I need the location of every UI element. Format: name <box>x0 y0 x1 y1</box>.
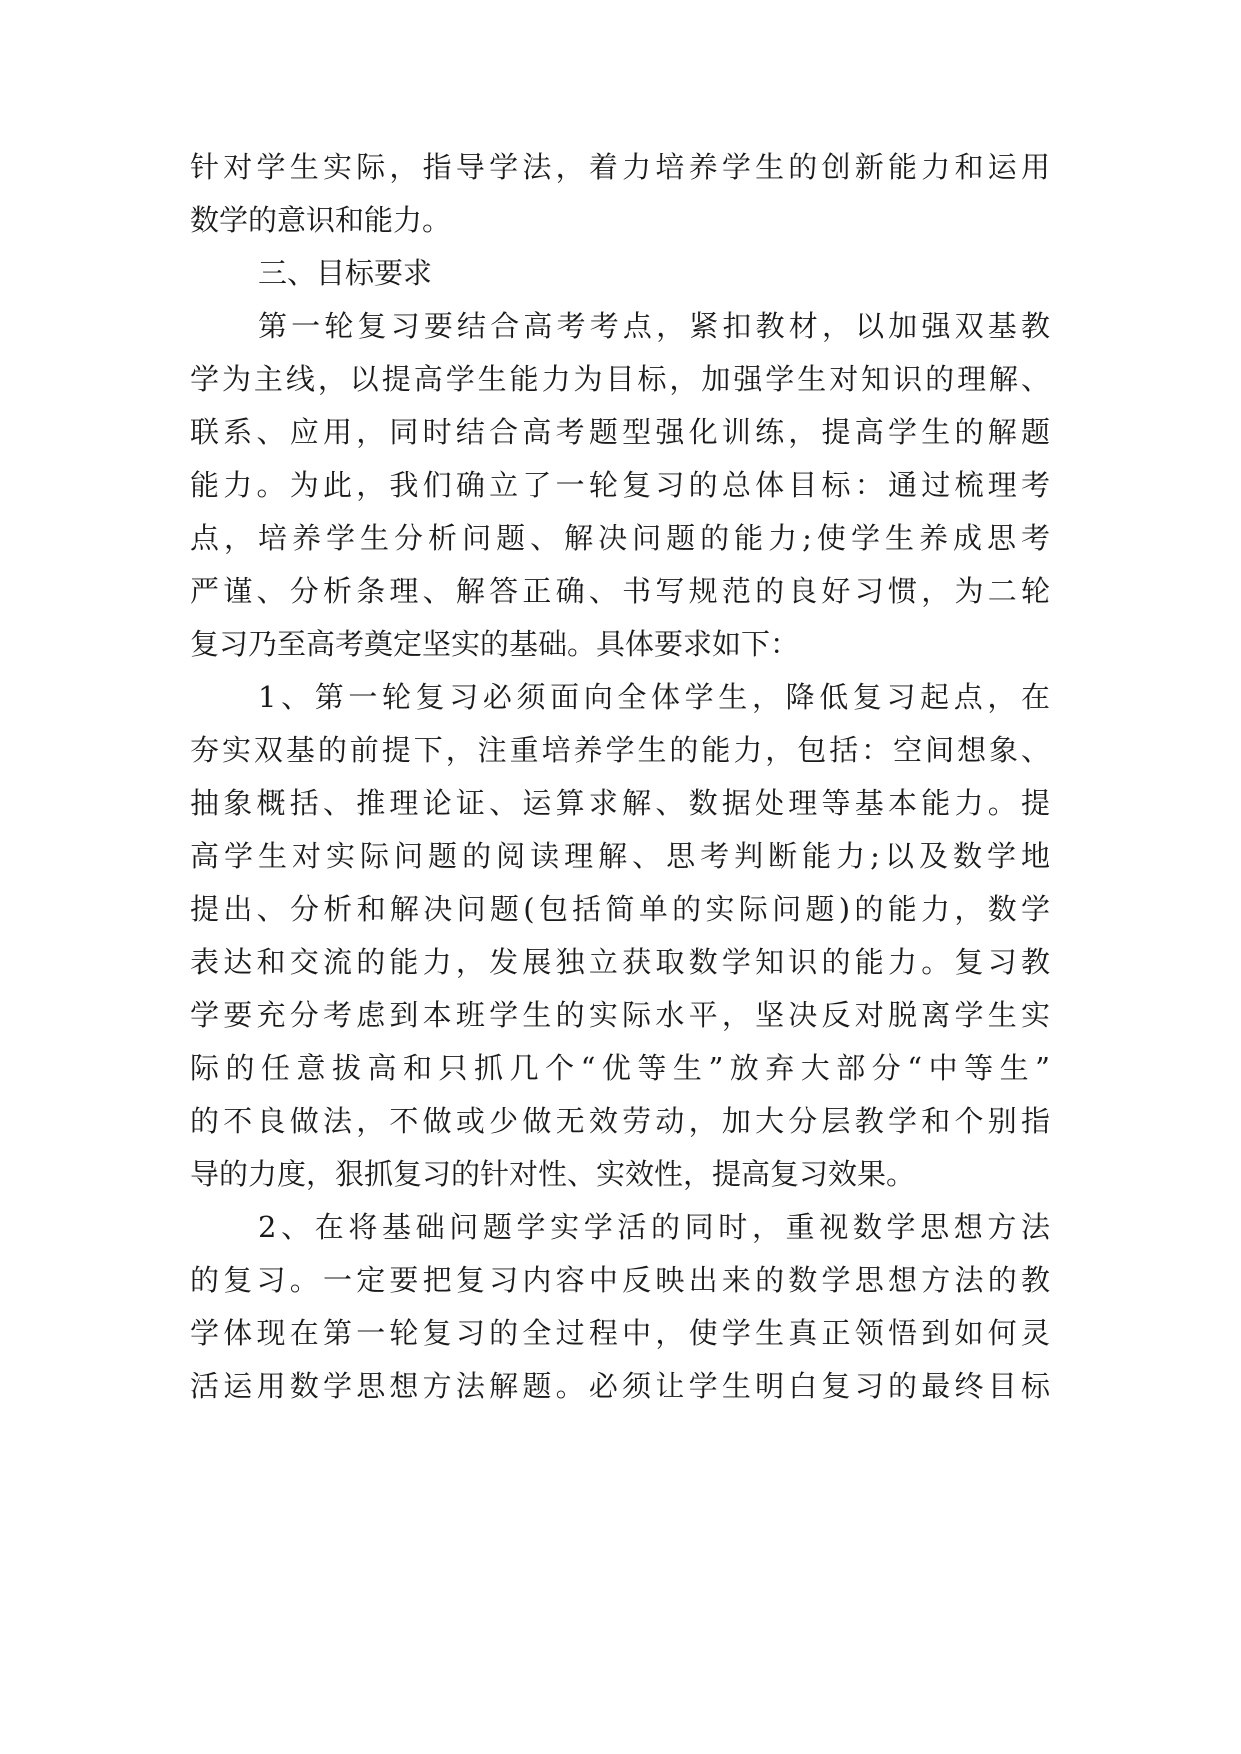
text-line: 能力。为此，我们确立了一轮复习的总体目标：通过梳理考 <box>190 468 1050 502</box>
text-line: 的不良做法，不做或少做无效劳动，加大分层教学和个别指 <box>190 1104 1050 1138</box>
text-line: 1、第一轮复习必须面向全体学生，降低复习起点，在 <box>258 680 1050 714</box>
text-line: 活运用数学思想方法解题。必须让学生明白复习的最终目标 <box>190 1369 1050 1403</box>
text-line: 点，培养学生分析问题、解决问题的能力;使学生养成思考 <box>190 521 1050 555</box>
text-line: 针对学生实际，指导学法，着力培养学生的创新能力和运用 <box>190 150 1050 184</box>
text-line: 夯实双基的前提下，注重培养学生的能力，包括：空间想象、 <box>190 733 1050 767</box>
text-line: 第一轮复习要结合高考考点，紧扣教材，以加强双基教 <box>258 309 1050 343</box>
text-line: 2、在将基础问题学实学活的同时，重视数学思想方法 <box>258 1210 1050 1244</box>
section-heading: 三、目标要求 <box>258 256 433 290</box>
text-line: 的复习。一定要把复习内容中反映出来的数学思想方法的教 <box>190 1263 1050 1297</box>
text-line: 抽象概括、推理论证、运算求解、数据处理等基本能力。提 <box>190 786 1050 820</box>
text-line: 联系、应用，同时结合高考题型强化训练，提高学生的解题 <box>190 415 1050 449</box>
text-line: 学为主线，以提高学生能力为目标，加强学生对知识的理解、 <box>190 362 1050 396</box>
text-line: 复习乃至高考奠定坚实的基础。具体要求如下： <box>190 627 800 661</box>
text-line: 高学生对实际问题的阅读理解、思考判断能力;以及数学地 <box>190 839 1050 873</box>
text-line: 严谨、分析条理、解答正确、书写规范的良好习惯，为二轮 <box>190 574 1050 608</box>
text-line: 际的任意拔高和只抓几个“优等生”放弃大部分“中等生” <box>190 1051 1050 1085</box>
text-line: 学体现在第一轮复习的全过程中，使学生真正领悟到如何灵 <box>190 1316 1050 1350</box>
text-line: 学要充分考虑到本班学生的实际水平，坚决反对脱离学生实 <box>190 998 1050 1032</box>
text-line: 导的力度，狠抓复习的针对性、实效性，提高复习效果。 <box>190 1157 916 1191</box>
text-line: 数学的意识和能力。 <box>190 203 452 237</box>
text-line: 提出、分析和解决问题(包括简单的实际问题)的能力，数学 <box>190 892 1050 926</box>
text-line: 表达和交流的能力，发展独立获取数学知识的能力。复习教 <box>190 945 1050 979</box>
